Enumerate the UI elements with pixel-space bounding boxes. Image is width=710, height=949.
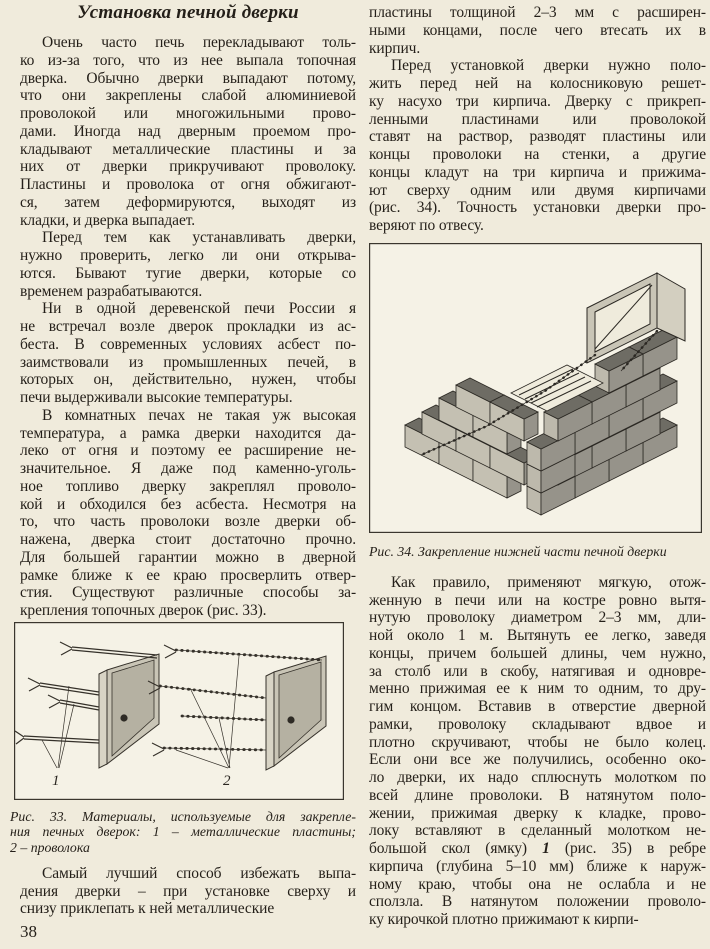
- figure-33-caption: [10, 809, 356, 855]
- paragraph: [20, 407, 356, 620]
- text-line: локу вставляют в сделанный молотком не-: [369, 822, 706, 840]
- text-line: веряют по отвесу.: [369, 217, 484, 234]
- text-line: кой и обходился без асбеста. Несмотря на: [20, 495, 356, 513]
- text-line: дения дверки – при установке сверху и: [20, 882, 356, 900]
- text-line: ными концами, после чего втесать их в: [369, 21, 706, 39]
- text-line: снизу приклепать к ней металлические: [20, 900, 275, 918]
- text-line: концы, причем большей длины, чем нужно,: [369, 644, 706, 662]
- text-line: кладки, и дверка выпадает.: [20, 211, 196, 229]
- text-line: Очень часто печь перекладывают толь-: [42, 34, 356, 51]
- text-line: нужно проверить, легко ли они открыва-: [20, 247, 356, 264]
- text-line: проволокой или многожильными прово-: [20, 105, 356, 122]
- text-line: временем разрабатываются.: [20, 282, 203, 300]
- text-line: кирпича (глубина 5–10 мм) ближе к наруж-: [369, 857, 706, 875]
- text-line: Для большей гарантии можно в дверной: [20, 548, 356, 566]
- figure-34: [369, 243, 706, 533]
- text-line: ся, затем деформируются, выходят из: [20, 193, 356, 211]
- text-line: Пластины и проволока от огня обжигают-: [20, 176, 356, 193]
- text-line: концы проволоки на стенки, а другие: [369, 146, 706, 163]
- figure-33-label-2: 2: [223, 772, 231, 789]
- text-line: Перед тем как устанавливать дверки,: [42, 229, 356, 247]
- text-line: ставят на раствор, разводят пластины или: [369, 128, 706, 146]
- text-line: ко из-за того, что из нее выпала топочная: [20, 51, 356, 69]
- text-line: концы кладут на три кирпича и прижима-: [369, 163, 706, 181]
- text-line: Перед установкой дверки нужно поло-: [391, 57, 706, 75]
- text-line: всей длине проволоки. В натянутом поло-: [369, 786, 706, 804]
- text-line: ются. Бывают тугие дверки, которые со: [20, 264, 356, 282]
- text-line: (рис. 34). Точность установки дверки про-: [369, 199, 706, 217]
- left-text-top: [20, 34, 356, 620]
- text-line: В комнатных печах не такая уж высокая: [42, 406, 356, 424]
- text-line: ному краю, чтобы она не ослабла и не: [369, 875, 706, 893]
- text-line: беста. В современных условиях асбест по-: [20, 335, 356, 353]
- right-text-bottom: [369, 574, 706, 929]
- figure-33: [14, 622, 356, 800]
- text-line: Как правило, применяют мягкую, отож-: [391, 573, 706, 591]
- text-line: ной около 1 м. Вытянуть ее легко, заведя: [369, 627, 706, 644]
- paragraph: [369, 4, 706, 57]
- text-line: рамке ближе к ее краю просверлить отвер-: [20, 566, 356, 584]
- text-line: значительное. Я даже под каменно-уголь-: [20, 460, 356, 477]
- text-line: Если они все же получились, особенно око-: [369, 751, 706, 769]
- text-line: ния печных дверок: 1 – металлические пластины;: [10, 824, 356, 840]
- text-line: дами. Иногда над дверным проемом про-: [20, 122, 356, 140]
- text-line: жить перед ней на колосниковую решет-: [369, 75, 706, 92]
- right-text-top: [369, 4, 706, 235]
- text-line: пластины толщиной 2–3 мм с расширен-: [369, 4, 706, 21]
- text-line: кладывают металлические пластины и за: [20, 140, 356, 158]
- text-line: нутую проволоку диаметром 2–3 мм, дли-: [369, 609, 706, 627]
- text-line: печи выдерживали высокие температуры.: [20, 389, 293, 406]
- text-line: нажена, дверка стоит достаточно прочно.: [20, 531, 356, 548]
- figure-33-illustration: [14, 622, 344, 800]
- text-line: не встречал возле дверок прокладки из ас-: [20, 318, 356, 335]
- text-line: жении, прижимая дверку к кладке, прово-: [369, 804, 706, 822]
- paragraph: [20, 229, 356, 300]
- text-line: ло дверки, их надо сплюснуть молотком по: [369, 769, 706, 786]
- text-line: Рис. 33. Материалы, используемые для закрепле-: [10, 808, 356, 824]
- text-line: большой скол (ямку) 1 (рис. 35) в ребре: [369, 840, 706, 857]
- paragraph: [20, 865, 356, 918]
- section-title: Установка печной дверки: [77, 2, 299, 23]
- text-line: менно прижимая ее к ним то одним, то дру-: [369, 680, 706, 698]
- text-line: ку насухо три кирпича. Дверку с прикреп-: [369, 92, 706, 110]
- paragraph: [369, 574, 706, 929]
- paragraph: [369, 57, 706, 235]
- text-line: кирпич.: [369, 39, 421, 57]
- figure-34-illustration: [369, 243, 702, 533]
- text-line: сползла. В натянутом положении проволо-: [369, 893, 706, 911]
- left-text-bottom: [20, 865, 356, 918]
- text-line: них от дверки прикручивают проволоку.: [20, 158, 356, 176]
- text-line: Самый лучший способ избежать выпа-: [42, 864, 356, 882]
- text-line: женную в печи или на костре ровно вытя-: [369, 591, 706, 609]
- text-line: что они закреплены слабой алюминиевой: [20, 87, 356, 105]
- paragraph: [20, 300, 356, 407]
- text-line: рамки, проволоку складывают вдвое и: [369, 715, 706, 733]
- text-line: стия. Существуют различные способы за-: [20, 584, 356, 602]
- text-line: температура, а рамка дверки находится да-: [20, 424, 356, 442]
- text-line: Ни в одной деревенской печи России я: [42, 300, 356, 318]
- left-column: [10, 0, 356, 949]
- text-line: ку кирочкой плотно прижимают к кирпи-: [369, 911, 639, 928]
- text-line: 2 – проволока: [10, 839, 90, 855]
- text-line: которых он, действительно, нужен, чтобы: [20, 371, 356, 389]
- page-number: 38: [20, 922, 37, 942]
- figure-33-label-1: 1: [52, 772, 60, 789]
- text-line: дверка. Обычно дверки выпадают потому,: [20, 69, 356, 87]
- text-line: ют сверху одним или двумя кирпичами: [369, 181, 706, 199]
- text-line: леко от огня и поэтому ее расширение не-: [20, 442, 356, 460]
- text-line: гим концом. Вставив в отверстие дверной: [369, 698, 706, 715]
- text-line: ленными пластинами или проволокой: [369, 110, 706, 128]
- text-line: за столб или в скобу, натягивая и одновре-: [369, 662, 706, 680]
- right-column: [369, 0, 706, 949]
- text-line: ное топливо дверку закреплял проволо-: [20, 477, 356, 495]
- text-line: заимствовали из промышленных печей, в: [20, 353, 356, 371]
- text-line: плотно скручивают, чтобы не было колец.: [369, 733, 706, 751]
- paragraph: [20, 34, 356, 229]
- text-line: то, что часть проволоки возле дверки об-: [20, 513, 356, 531]
- figure-34-caption: Рис. 34. Закрепление нижней части печной дверки: [369, 543, 667, 559]
- text-line: крепления топочных дверок (рис. 33).: [20, 602, 267, 619]
